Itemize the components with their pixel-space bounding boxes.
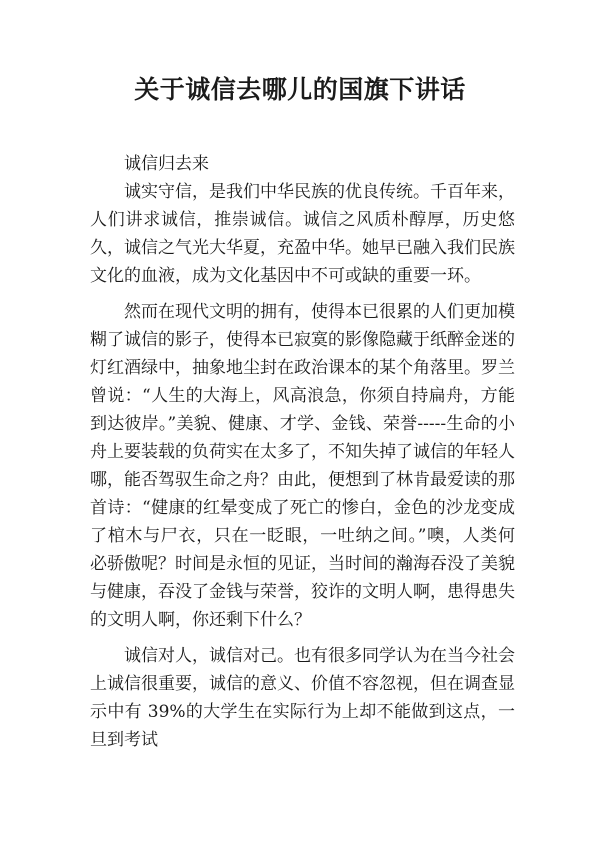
document-title: 关于诚信去哪儿的国旗下讲话 xyxy=(134,75,466,104)
section-subtitle: 诚信归去来 xyxy=(124,154,209,174)
paragraph-3: 诚信对人，诚信对己。也有很多同学认为在当今社会上诚信很重要，诚信的意义、价值不容忽视，但在调查显示中有 39%的大学生在实际行为上却不能做到这点，一旦到考试 xyxy=(90,646,515,750)
paragraph-1: 诚实守信，是我们中华民族的优良传统。千百年来，人们讲求诚信，推崇诚信。诚信之风质朴醇厚，历史悠久，诚信之气光大华夏，充盈中华。她早已融入我们民族文化的血液，成为文化基因中不可或缺的重要一环。 xyxy=(90,182,515,286)
document-body xyxy=(90,150,515,762)
paragraph-2: 然而在现代文明的拥有，使得本已很累的人们更加模糊了诚信的影子，使得本已寂寞的影像隐藏于纸醉金迷的灯红酒绿中，抽象地尘封在政治课本的某个角落里。罗兰曾说：“人生的大海上，风高浪急，你须自持扁舟，方能到达彼岸。”美貌、健康、才学、金钱、荣誉-----生命的小舟上要装载的负荷实在太多了，不知失掉了诚信的年轻人哪，能否驾驭生命之舟？由此，便想到了林肯最爱读的那首诗：“健康的红晕变成了死亡的惨白，金色的沙龙变成了棺木与尸衣，只在一眨眼，一吐纳之间。”噢，人类何必骄傲呢？时间是永恒的见证，当时间的瀚海吞没了美貌与健康，吞没了金钱与荣誉，狡诈的文明人啊，患得患失的文明人啊，你还剩下什么？ xyxy=(90,302,515,630)
